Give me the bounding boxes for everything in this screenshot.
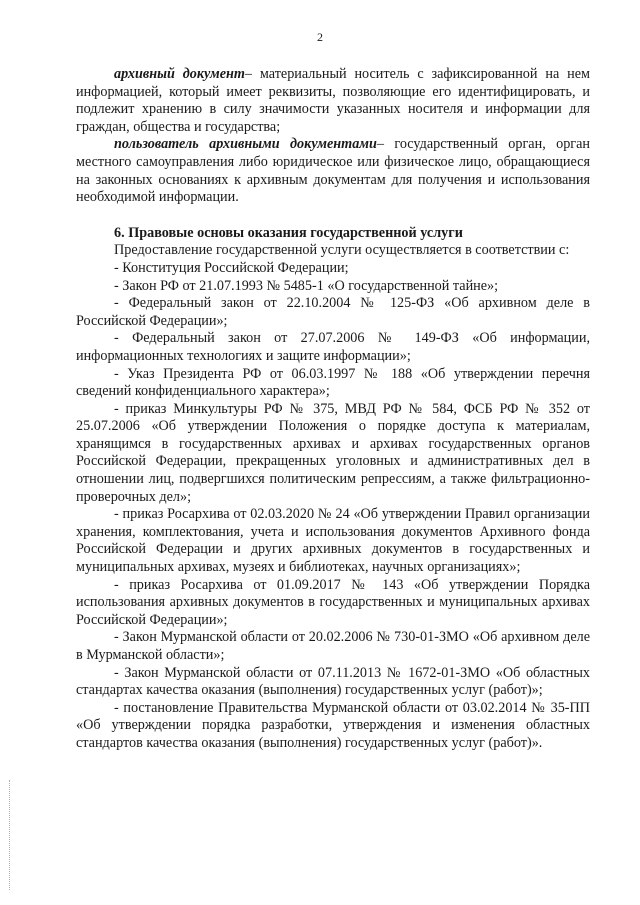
legal-basis-item: - приказ Минкультуры РФ № 375, МВД РФ № 584, ФСБ РФ № 352 от 25.07.2006 «Об утверждении Положения о порядке доступа к материалам, хранящимся в государственных архивах и архивах государственных органов Российской Федерации, прекращенных уголовных и административных дел в отношении лиц, подвергшихся политическим репрессиям, а также фильтрационно-проверочных дел»; [76,400,590,505]
legal-basis-item: - постановление Правительства Мурманской области от 03.02.2014 № 35-ПП «Об утверждении порядка разработки, утверждения и изменения областных стандартов качества оказания (выполнения) государственных услуг (работ)». [76,699,590,751]
legal-basis-item: - Закон Мурманской области от 20.02.2006 № 730-01-ЗМО «Об архивном деле в Мурманской области»; [76,629,590,663]
legal-basis-item: - Указ Президента РФ от 06.03.1997 № 188 «Об утверждении перечня сведений конфиденциального характера»; [76,365,590,400]
definition-archive-user [76,136,590,206]
legal-basis-item: - Конституция Российской Федерации; [114,259,349,276]
section-intro: Предоставление государственной услуги осуществляется в соответствии с: [114,242,570,259]
legal-basis-item: - приказ Росархива от 02.03.2020 № 24 «Об утверждении Правил организации хранения, комплектования, учета и использования документов Архивного фонда Российской Федерации и других архивных документов в государственных и муниципальных архивах, музеях и библиотеках, научных организациях»; [76,506,590,576]
definition-term: архивный документ [114,66,245,82]
legal-basis-item: - Закон РФ от 21.07.1993 № 5485-1 «О государственной тайне»; [114,277,499,294]
margin-scan-marks [9,780,11,890]
definition-archival-document [76,66,590,136]
legal-basis-item: - Федеральный закон от 27.07.2006 № 149-ФЗ «Об информации, информационных технологиях и защите информации»; [76,330,590,364]
definition-text: – материальный носитель с зафиксированной на нем информацией, который имеет реквизиты, позволяющие его идентифицировать, и подлежит хранению в силу значимости указанных носителя и информации для граждан, общества и государства; [76,66,590,135]
definition-text: – государственный орган, орган местного самоуправления либо юридическое или физическое лицо, обращающиеся на законных основаниях к архивным документам для получения и использования необходимой информации. [76,136,591,206]
document-body [76,66,590,753]
definition-term: пользователь архивными документами [114,136,377,153]
legal-basis-item: - Федеральный закон от 22.10.2004 № 125-ФЗ «Об архивном деле в Российской Федерации»; [76,295,590,329]
legal-basis-item: - Закон Мурманской области от 07.11.2013 № 1672-01-ЗМО «Об областных стандартах качества оказания (выполнения) государственных услуг (работ)»; [76,664,590,699]
page-number: 2 [317,30,323,44]
legal-basis-item: - приказ Росархива от 01.09.2017 № 143 «Об утверждении Порядка использования архивных документов в государственных и муниципальных архивах Российской Федерации»; [76,576,590,628]
section-heading: 6. Правовые основы оказания государственной услуги [114,224,463,241]
